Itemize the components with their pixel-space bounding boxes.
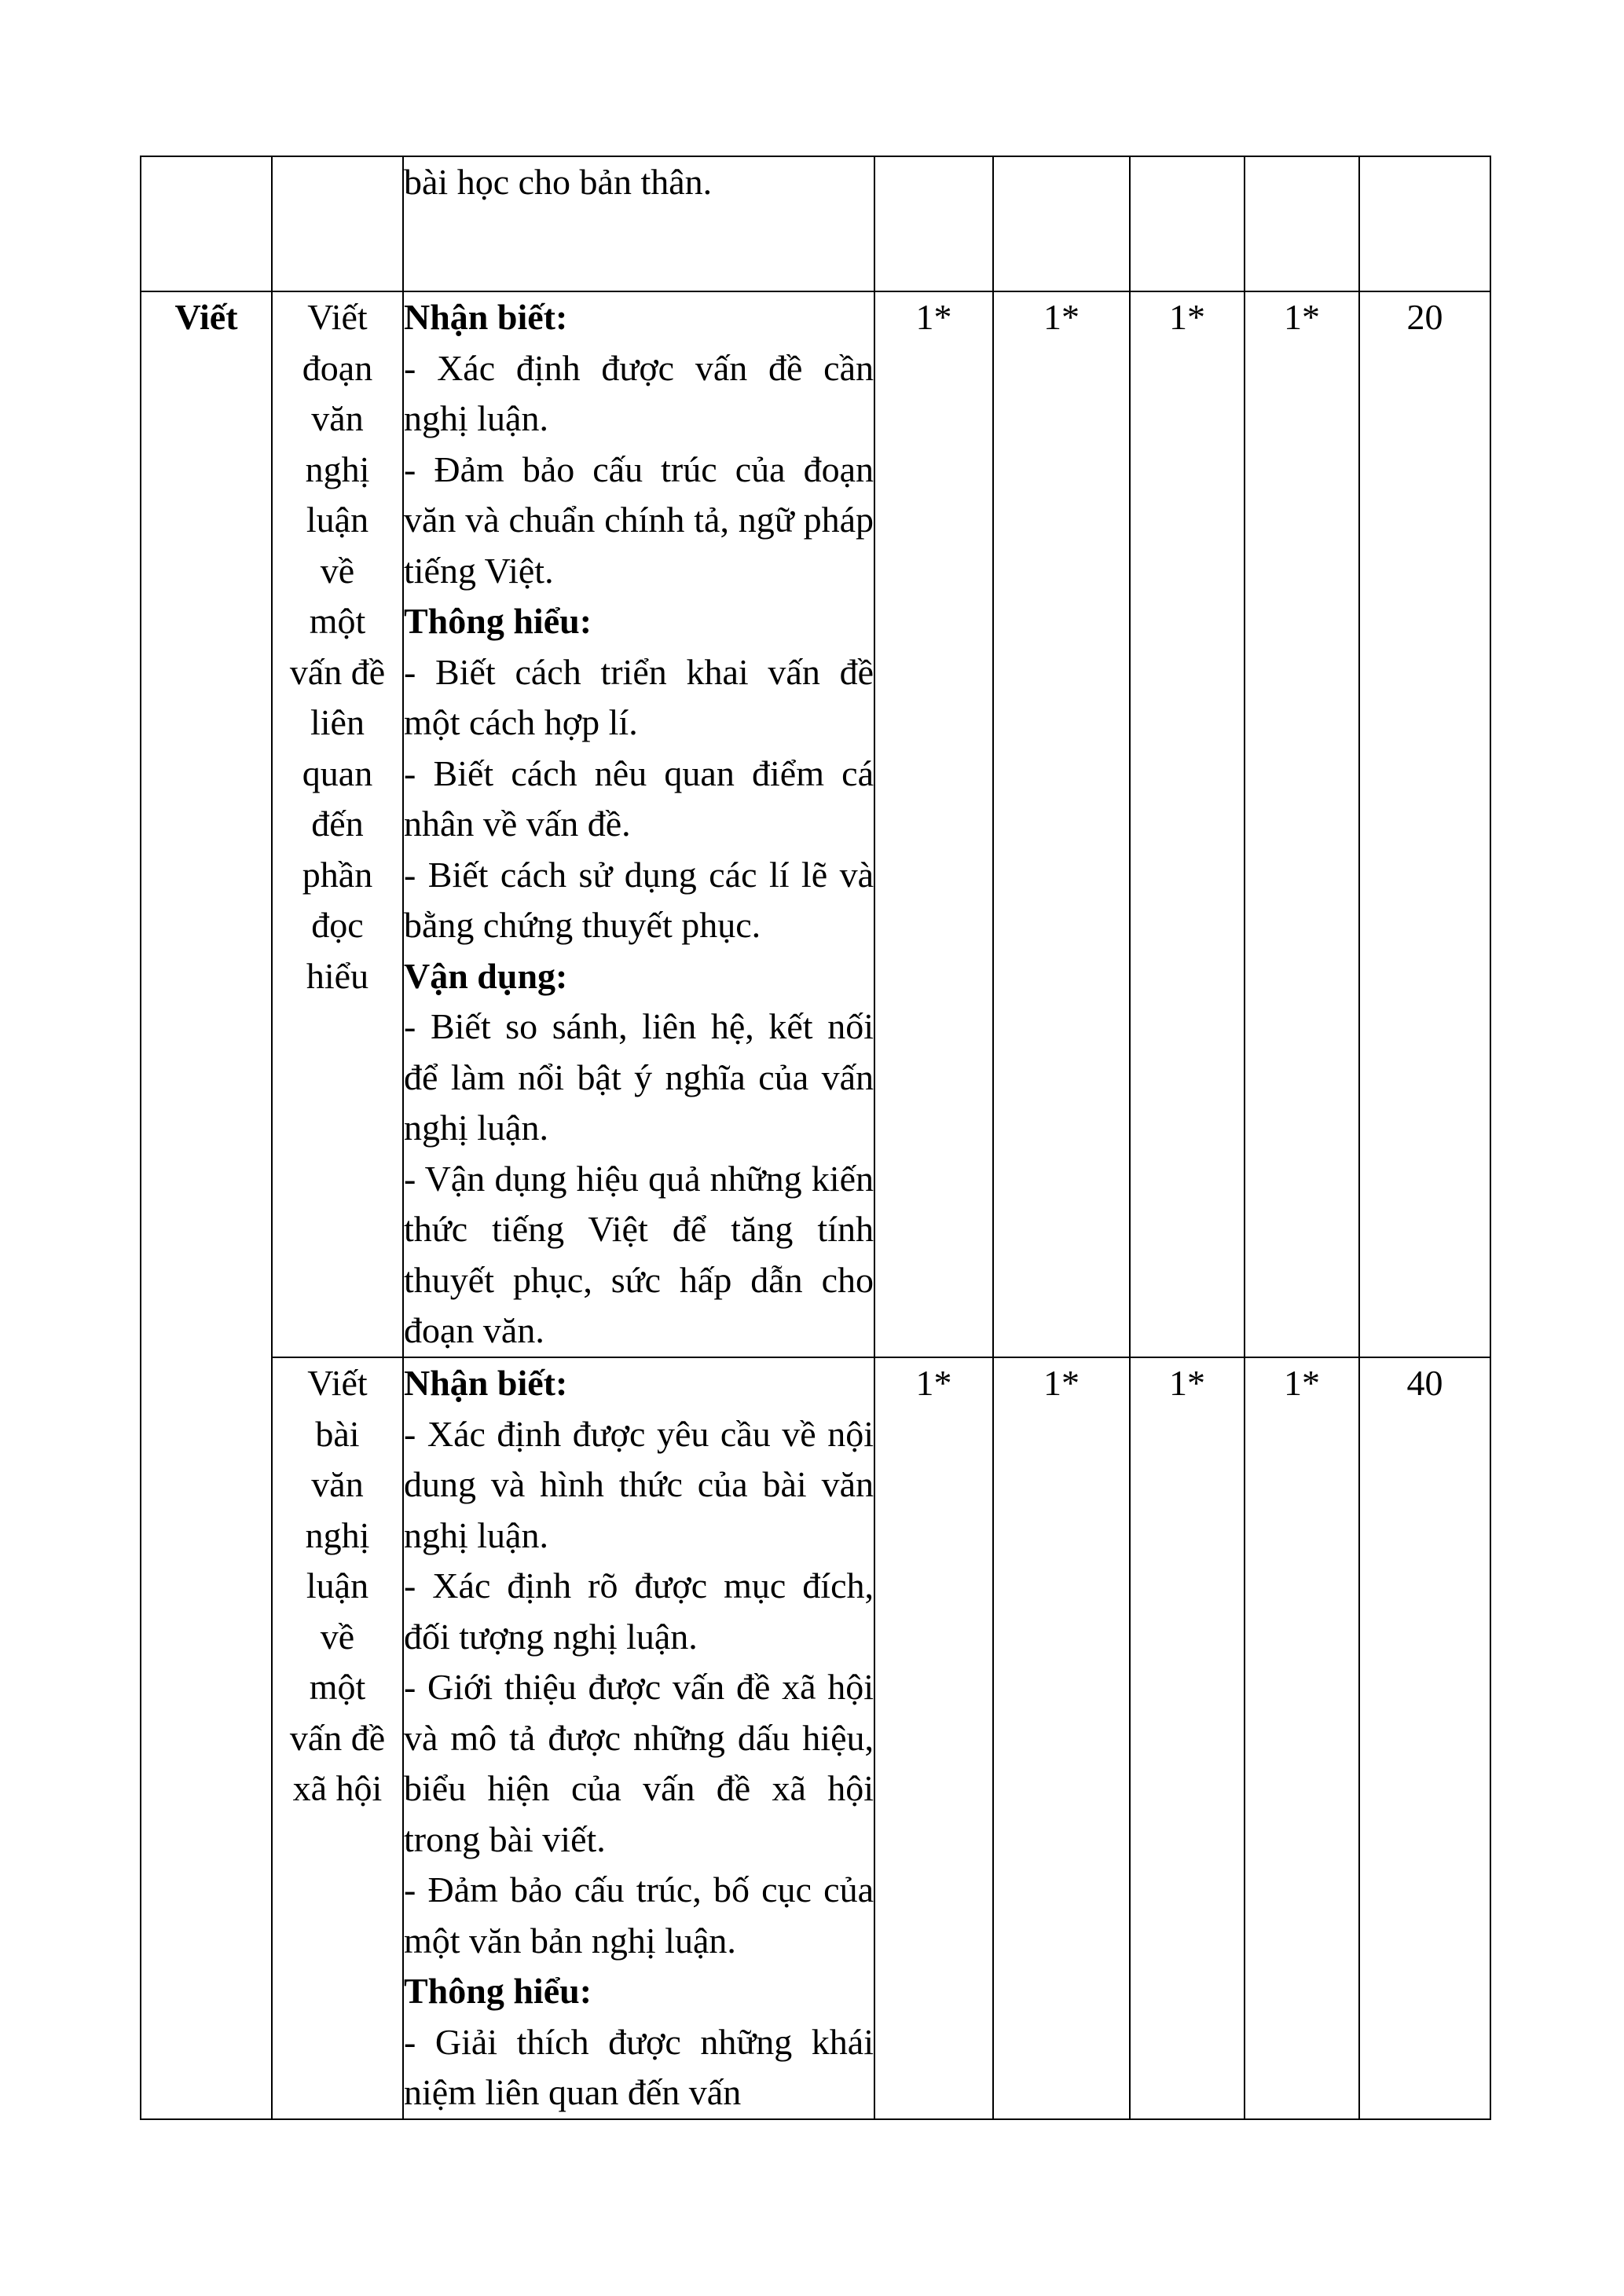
unit-name-line: vấn đề <box>289 651 386 692</box>
skill-cell-empty <box>141 156 272 291</box>
level-heading: Thông hiểu: <box>404 1971 592 2011</box>
requirement-line: - Vận dụng hiệu quả những kiến thức tiếng Việt để tăng tính thuyết phục, sức hấp dẫn cho đoạn văn. <box>404 1158 874 1350</box>
requirement-line: - Biết so sánh, liên hệ, kết nối để làm nổi bật ý nghĩa của vấn nghị luận. <box>404 1006 874 1148</box>
level-cell-apply: 1* <box>1130 1357 1245 2119</box>
requirement-cell <box>403 291 874 1357</box>
table-row-continued <box>141 156 1490 291</box>
level-cell-apply-high: 1* <box>1245 1357 1359 2119</box>
table-row-essay <box>141 1357 1490 2119</box>
requirement-line: - Xác định được yêu cầu về nội dung và hình thức của bài văn nghị luận. <box>404 1413 874 1555</box>
level-cell-apply-high <box>1245 156 1359 291</box>
level-cell-understand: 1* <box>993 291 1130 1357</box>
unit-name-line: đoạn <box>302 347 373 388</box>
unit-cell <box>272 1357 403 2119</box>
unit-name-line: văn <box>311 1464 364 1504</box>
requirement-line: - Xác định được vấn đề cần nghị luận. <box>404 347 874 438</box>
score-cell: 20 <box>1359 291 1490 1357</box>
unit-name-line: về <box>320 550 355 591</box>
unit-name-line: nghị <box>305 449 370 489</box>
unit-cell <box>272 291 403 1357</box>
requirement-line: - Giải thích được những khái niệm liên quan đến vấn <box>404 2021 874 2112</box>
competency-table <box>140 156 1491 2120</box>
unit-name-line: Viết <box>307 1363 368 1403</box>
unit-name-line: đến <box>311 804 364 844</box>
level-cell-recognize: 1* <box>874 291 993 1357</box>
table-row-paragraph <box>141 291 1490 1357</box>
unit-name-line: về <box>320 1616 355 1657</box>
unit-name-line: luận <box>306 500 369 540</box>
level-heading: Thông hiểu: <box>404 601 592 641</box>
requirement-cell <box>403 1357 874 2119</box>
level-heading: Nhận biết: <box>404 297 568 337</box>
requirement-line: - Xác định rõ được mục đích, đối tượng nghị luận. <box>404 1565 874 1657</box>
level-heading: Vận dụng: <box>404 955 568 996</box>
unit-name-line: vấn đề <box>289 1717 386 1758</box>
requirement-line: bài học cho bản thân. <box>404 162 713 202</box>
unit-name-line: liên <box>310 702 365 742</box>
unit-name-line: hiểu <box>306 955 369 996</box>
requirement-cell <box>403 156 874 291</box>
unit-name-line: nghị <box>305 1514 370 1555</box>
requirement-line: - Đảm bảo cấu trúc của đoạn văn và chuẩn chính tả, ngữ pháp tiếng Việt. <box>404 449 874 591</box>
score-cell: 40 <box>1359 1357 1490 2119</box>
unit-name-line: đọc <box>311 905 364 945</box>
requirement-line: - Biết cách sử dụng các lí lẽ và bằng chứng thuyết phục. <box>404 854 874 945</box>
level-cell-recognize <box>874 156 993 291</box>
unit-name-line: phần <box>302 854 373 895</box>
requirement-line: - Biết cách triển khai vấn đề một cách hợp lí. <box>404 651 874 742</box>
unit-name-line: luận <box>306 1565 369 1606</box>
requirement-line: - Biết cách nêu quan điểm cá nhân về vấn đề. <box>404 753 874 844</box>
level-cell-recognize: 1* <box>874 1357 993 2119</box>
score-cell <box>1359 156 1490 291</box>
unit-name-line: quan <box>302 753 373 793</box>
unit-name-line: Viết <box>307 297 368 337</box>
unit-name-line: bài <box>315 1413 360 1454</box>
requirement-line: - Đảm bảo cấu trúc, bố cục của một văn bản nghị luận. <box>404 1869 874 1961</box>
level-cell-apply <box>1130 156 1245 291</box>
unit-name-line: một <box>309 601 366 641</box>
unit-name-line: văn <box>311 398 364 438</box>
level-cell-understand <box>993 156 1130 291</box>
unit-name-line: một <box>309 1667 366 1707</box>
unit-cell-empty <box>272 156 403 291</box>
requirement-line: - Giới thiệu được vấn đề xã hội và mô tả được những dấu hiệu, biểu hiện của vấn đề xã hội trong bài viết. <box>404 1667 874 1859</box>
level-cell-understand: 1* <box>993 1357 1130 2119</box>
skill-cell: Viết <box>141 291 272 2119</box>
level-heading: Nhận biết: <box>404 1363 568 1403</box>
level-cell-apply-high: 1* <box>1245 291 1359 1357</box>
level-cell-apply: 1* <box>1130 291 1245 1357</box>
unit-name-line: xã hội <box>292 1768 383 1808</box>
